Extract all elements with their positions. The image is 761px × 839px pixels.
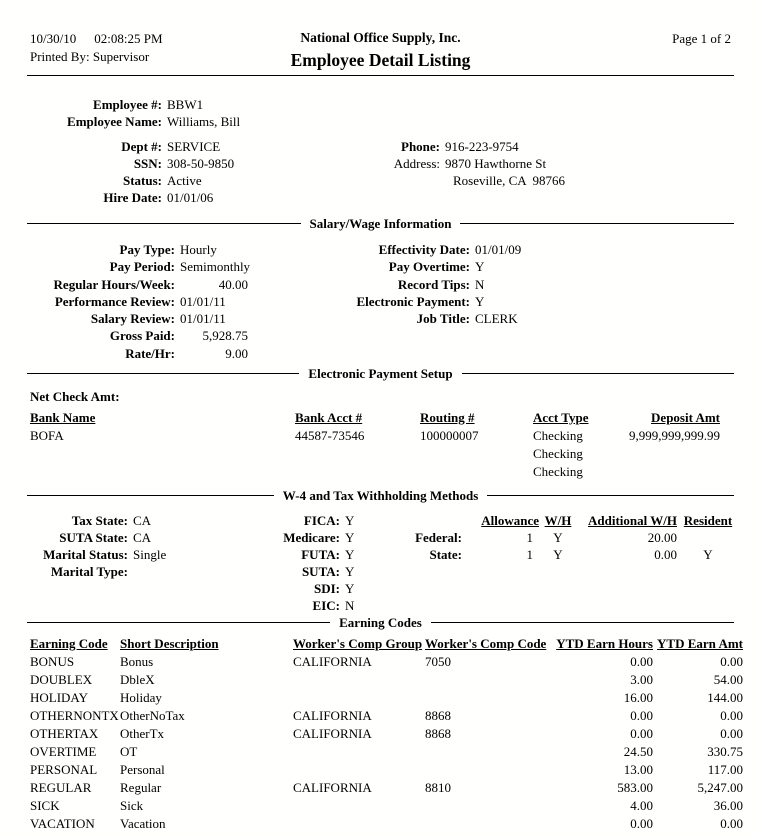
phone-row — [360, 138, 565, 155]
address-line1: 9870 Hawthorne St — [445, 156, 547, 171]
comp-code-cell: 8868 — [425, 708, 451, 723]
earning-code-cell: REGULAR — [30, 780, 92, 795]
deposit-amt-column-header: Deposit Amt — [651, 410, 720, 425]
bank-row — [30, 427, 731, 445]
comp-code-cell: 8868 — [425, 726, 451, 741]
header-rule — [27, 75, 734, 76]
ytd-amt-cell: 5,247.00 — [697, 780, 743, 795]
earning-code-cell: BONUS — [30, 654, 75, 669]
comp-group-cell — [293, 743, 425, 761]
gross-paid-row — [30, 327, 731, 344]
earning-code-cell: OVERTIME — [30, 744, 97, 759]
electronic-payment-section — [30, 388, 731, 481]
divider-line — [487, 495, 734, 496]
state-withholding-row — [400, 546, 739, 563]
bank-acct-cell — [295, 445, 420, 463]
ytd-amt-cell: 0.00 — [720, 654, 743, 669]
short-description-cell: Bonus — [120, 654, 154, 669]
state-wh: Y — [553, 547, 563, 562]
futa-row — [200, 546, 354, 563]
pay-overtime-label: Pay Overtime: — [388, 259, 470, 275]
bank-name-column-header: Bank Name — [30, 410, 96, 425]
earning-code-cell: DOUBLEX — [30, 672, 93, 687]
comp-code-column-header: Worker's Comp Code — [425, 636, 547, 651]
report-title: Employee Detail Listing — [290, 50, 471, 70]
divider-line — [431, 622, 734, 623]
wh-column-header: W/H — [544, 513, 572, 528]
sdi-row — [200, 580, 354, 597]
pay-type-label: Pay Type: — [119, 242, 175, 257]
comp-code-cell: 7050 — [425, 654, 451, 669]
address-label: Address: — [393, 156, 440, 171]
effectivity-date-label: Effectivity Date: — [378, 242, 470, 257]
comp-group-cell — [293, 797, 425, 815]
marital-type-row — [30, 563, 731, 580]
earning-code-cell: SICK — [30, 798, 60, 813]
fica-value: Y — [345, 513, 355, 528]
ytd-amt-cell: 0.00 — [720, 726, 743, 741]
tax-state-value: CA — [133, 513, 152, 528]
ytd-amt-column-header: YTD Earn Amt — [657, 636, 743, 651]
routing-cell: 100000007 — [420, 428, 479, 443]
suta-row — [200, 563, 354, 580]
comp-code-cell — [425, 689, 553, 707]
short-description-cell: Sick — [120, 798, 144, 813]
state-additional-wh: 0.00 — [654, 547, 677, 562]
ssn-value: 308-50-9850 — [167, 156, 235, 171]
record-tips-label: Record Tips: — [397, 276, 470, 292]
comp-code-cell — [425, 797, 553, 815]
record-tips-row — [330, 276, 521, 293]
routing-column-header: Routing # — [420, 410, 475, 425]
medicare-label: Medicare: — [283, 530, 340, 545]
bank-acct-cell: 44587-73546 — [295, 428, 365, 443]
earning-code-row — [30, 815, 743, 833]
earning-code-column-header: Earning Code — [30, 636, 108, 651]
salary-right-column — [330, 241, 521, 327]
hire-date-label: Hire Date: — [103, 190, 162, 205]
comp-code-cell — [425, 743, 553, 761]
job-title-row — [330, 310, 521, 327]
bank-acct-cell — [295, 463, 420, 481]
ssn-label: SSN: — [133, 156, 162, 171]
federal-withholding-row — [400, 529, 739, 546]
earning-code-cell: OTHERTAX — [30, 726, 99, 741]
header-left — [30, 30, 225, 72]
address-row — [360, 155, 565, 172]
state-resident: Y — [703, 547, 713, 562]
earning-code-row — [30, 743, 743, 761]
earning-code-row — [30, 689, 743, 707]
address-city-row — [360, 172, 565, 189]
additional-wh-column-header: Additional W/H — [588, 513, 677, 528]
short-description-cell: Personal — [120, 762, 165, 777]
electronic-payment-value: Y — [475, 293, 485, 309]
divider-line — [27, 223, 301, 224]
federal-wh: Y — [553, 530, 563, 545]
ytd-amt-cell: 36.00 — [713, 798, 743, 813]
employee-section — [30, 96, 731, 206]
bank-row — [30, 445, 731, 463]
earning-codes-divider — [27, 614, 734, 631]
salary-review-label: Salary Review: — [90, 311, 175, 327]
pay-period-label: Pay Period: — [109, 259, 175, 275]
ytd-hours-cell: 0.00 — [630, 654, 653, 669]
eic-row — [200, 597, 354, 614]
employee-number-label: Employee #: — [93, 97, 162, 112]
w4-section-title: W-4 and Tax Withholding Methods — [282, 487, 479, 503]
company-name: National Office Supply, Inc. — [300, 30, 461, 45]
print-datetime — [30, 30, 225, 48]
routing-cell — [420, 463, 533, 481]
bank-acct-column-header: Bank Acct # — [295, 410, 363, 425]
phone-label: Phone: — [401, 139, 440, 154]
pay-overtime-value: Y — [475, 259, 485, 275]
gross-paid-value: 5,928.75 — [202, 328, 248, 344]
earning-code-cell: VACATION — [30, 816, 95, 831]
earning-code-cell: PERSONAL — [30, 762, 98, 777]
regular-hours-label: Regular Hours/Week: — [53, 276, 175, 292]
electronic-payment-divider — [27, 365, 734, 382]
dept-value: SERVICE — [167, 139, 221, 154]
header-center — [225, 30, 536, 72]
page-number: Page 1 of 2 — [672, 31, 731, 46]
pay-period-value: Semimonthly — [180, 259, 251, 275]
pay-overtime-row — [330, 258, 521, 275]
federal-label: Federal: — [415, 530, 462, 545]
comp-code-cell — [425, 671, 553, 689]
deposit-amt-cell: 9,999,999,999.99 — [629, 428, 720, 443]
short-description-cell: Vacation — [120, 816, 166, 831]
state-label: State: — [429, 547, 462, 562]
comp-group-column-header: Worker's Comp Group — [293, 636, 423, 651]
gross-paid-label: Gross Paid: — [109, 328, 175, 344]
sdi-label: SDI: — [313, 581, 340, 596]
comp-code-cell — [425, 815, 553, 833]
net-check-label: Net Check Amt: — [30, 389, 120, 404]
effectivity-date-row — [330, 241, 521, 258]
regular-hours-value: 40.00 — [218, 276, 248, 292]
withholding-table — [400, 512, 739, 563]
ytd-amt-cell: 144.00 — [707, 690, 743, 705]
ytd-hours-column-header: YTD Earn Hours — [556, 636, 653, 651]
bank-name-cell: BOFA — [30, 428, 64, 443]
short-description-cell: Regular — [120, 780, 162, 795]
deposit-amt-cell — [620, 445, 720, 463]
bank-name-cell — [30, 463, 295, 481]
short-description-cell: Holiday — [120, 690, 162, 705]
divider-line — [27, 622, 330, 623]
ytd-amt-cell: 0.00 — [720, 816, 743, 831]
short-description-column-header: Short Description — [120, 636, 219, 651]
earning-code-row — [30, 761, 743, 779]
rate-hr-row — [30, 345, 731, 362]
salary-section — [30, 241, 731, 362]
routing-cell — [420, 445, 533, 463]
rate-hr-label: Rate/Hr: — [125, 345, 175, 361]
divider-line — [27, 495, 274, 496]
comp-code-cell: 8810 — [425, 780, 451, 795]
deposit-amt-cell — [620, 463, 720, 481]
address-city-spacer — [360, 172, 440, 189]
earning-code-cell: OTHERNONTX — [30, 708, 119, 723]
earning-code-row — [30, 707, 743, 725]
ytd-hours-cell: 13.00 — [623, 762, 653, 777]
comp-group-cell: CALIFORNIA — [293, 726, 372, 741]
rate-hr-value: 9.00 — [225, 345, 248, 361]
ytd-amt-cell: 54.00 — [713, 672, 743, 687]
print-time: 02:08:25 PM — [94, 31, 163, 46]
short-description-cell: DbleX — [120, 672, 155, 687]
printed-by — [30, 48, 225, 66]
ytd-hours-cell: 0.00 — [630, 816, 653, 831]
w4-section-divider — [27, 487, 734, 504]
record-tips-value: N — [475, 276, 485, 292]
ytd-hours-cell: 3.00 — [630, 672, 653, 687]
report-header — [30, 30, 731, 72]
comp-group-cell — [293, 689, 425, 707]
effectivity-date-value: 01/01/09 — [475, 242, 522, 257]
comp-group-cell — [293, 671, 425, 689]
tax-state-label: Tax State: — [71, 513, 128, 528]
electronic-payment-row — [330, 293, 521, 310]
comp-group-cell — [293, 761, 425, 779]
earning-code-row — [30, 725, 743, 743]
suta-state-label: SUTA State: — [59, 530, 128, 545]
ytd-hours-cell: 0.00 — [630, 726, 653, 741]
comp-group-cell: CALIFORNIA — [293, 654, 372, 669]
sdi-value: Y — [345, 581, 355, 596]
eic-value: N — [345, 598, 355, 613]
federal-allowance: 1 — [526, 530, 533, 545]
ytd-hours-cell: 4.00 — [630, 798, 653, 813]
fica-row — [200, 512, 354, 529]
employee-name-value: Williams, Bill — [167, 114, 241, 129]
comp-code-cell — [425, 761, 553, 779]
suta-value: Y — [345, 564, 355, 579]
performance-review-label: Performance Review: — [54, 293, 175, 309]
performance-review-value: 01/01/11 — [180, 293, 226, 309]
ytd-amt-cell: 330.75 — [707, 744, 743, 759]
salary-review-value: 01/01/11 — [180, 311, 226, 327]
withholding-header — [400, 512, 739, 529]
marital-status-value: Single — [133, 547, 167, 562]
salary-section-title: Salary/Wage Information — [309, 215, 452, 231]
job-title-label: Job Title: — [416, 311, 470, 327]
acct-type-cell: Checking — [533, 464, 583, 479]
divider-line — [460, 223, 734, 224]
futa-value: Y — [345, 547, 355, 562]
phone-value: 916-223-9754 — [445, 139, 519, 154]
federal-additional-wh: 20.00 — [647, 530, 677, 545]
state-allowance: 1 — [526, 547, 533, 562]
earning-code-row — [30, 653, 743, 671]
hire-date-value: 01/01/06 — [167, 190, 214, 205]
comp-group-cell: CALIFORNIA — [293, 708, 372, 723]
medicare-value: Y — [345, 530, 355, 545]
comp-group-cell — [293, 815, 425, 833]
eic-label: EIC: — [312, 598, 340, 613]
fica-label: FICA: — [303, 513, 340, 528]
salary-section-divider — [27, 215, 734, 232]
ytd-hours-cell: 0.00 — [630, 708, 653, 723]
employee-number-value: BBW1 — [167, 97, 204, 112]
employee-name-row — [30, 113, 731, 130]
short-description-cell: OT — [120, 744, 138, 759]
employee-name-label: Employee Name: — [67, 114, 162, 129]
suta-label: SUTA: — [301, 564, 340, 579]
bank-row — [30, 463, 731, 481]
divider-line — [462, 373, 734, 374]
job-title-value: CLERK — [475, 311, 518, 327]
earning-code-row — [30, 671, 743, 689]
printed-by-label: Printed By: — [30, 49, 90, 64]
futa-label: FUTA: — [301, 547, 340, 562]
acct-type-cell: Checking — [533, 428, 583, 443]
earning-code-row — [30, 797, 743, 815]
short-description-cell: OtherNoTax — [120, 708, 185, 723]
bank-name-cell — [30, 445, 295, 463]
suta-state-value: CA — [133, 530, 152, 545]
short-description-cell: OtherTx — [120, 726, 165, 741]
acct-type-cell: Checking — [533, 446, 583, 461]
bank-table — [30, 409, 731, 481]
marital-type-label: Marital Type: — [50, 564, 128, 579]
federal-resident — [677, 529, 739, 546]
acct-type-column-header: Acct Type — [533, 410, 589, 425]
dept-label: Dept #: — [121, 139, 162, 154]
resident-column-header: Resident — [683, 513, 733, 528]
earning-codes-table — [30, 635, 743, 833]
print-date: 10/30/10 — [30, 31, 77, 46]
w4-section — [30, 512, 731, 614]
ytd-hours-cell: 16.00 — [623, 690, 653, 705]
earning-codes-title: Earning Codes — [339, 614, 422, 630]
divider-line — [27, 373, 299, 374]
electronic-payment-title: Electronic Payment Setup — [308, 365, 453, 381]
w4-middle-column — [200, 512, 354, 614]
ytd-hours-cell: 24.50 — [623, 744, 653, 759]
earning-code-cell: HOLIDAY — [30, 690, 89, 705]
earning-code-row — [30, 779, 743, 797]
bank-table-header — [30, 409, 731, 427]
hire-date-row — [30, 189, 731, 206]
address-line2: Roseville, CA 98766 — [453, 173, 565, 188]
electronic-payment-label: Electronic Payment: — [356, 293, 470, 309]
earning-codes-header — [30, 635, 743, 653]
medicare-row — [200, 529, 354, 546]
printed-by-value: Supervisor — [92, 49, 150, 64]
pay-type-value: Hourly — [180, 242, 217, 257]
employee-number-row — [30, 96, 731, 113]
contact-block — [360, 138, 565, 189]
comp-group-cell: CALIFORNIA — [293, 780, 372, 795]
status-value: Active — [167, 173, 202, 188]
allowance-column-header: Allowance — [481, 513, 539, 528]
status-label: Status: — [122, 173, 162, 188]
ytd-hours-cell: 583.00 — [617, 780, 653, 795]
ytd-amt-cell: 117.00 — [707, 762, 743, 777]
marital-status-label: Marital Status: — [43, 547, 128, 562]
withholding-row-label-spacer — [400, 512, 462, 529]
ytd-amt-cell: 0.00 — [720, 708, 743, 723]
